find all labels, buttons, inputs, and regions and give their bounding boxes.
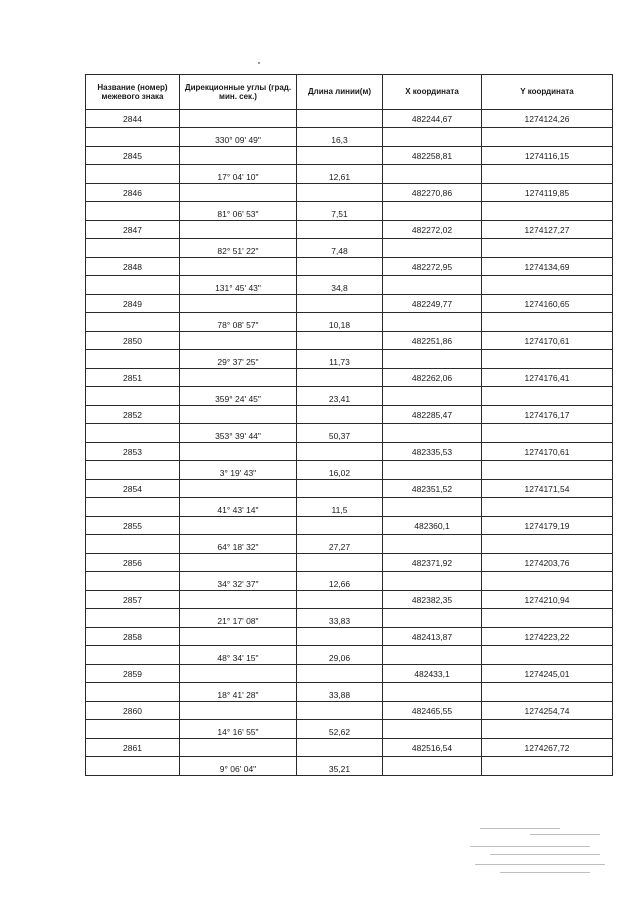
segment-row — [86, 720, 613, 739]
y-coordinate: 1274116,15 — [482, 147, 613, 165]
y-coordinate: 1274245,01 — [482, 665, 613, 683]
segment-row — [86, 646, 613, 665]
segment-row — [86, 276, 613, 295]
empty-cell — [297, 480, 383, 498]
marker-row — [86, 739, 613, 757]
scan-speck — [258, 62, 260, 64]
y-coordinate: 1274254,74 — [482, 702, 613, 720]
segment-row — [86, 683, 613, 702]
empty-cell — [297, 221, 383, 239]
empty-cell — [383, 646, 482, 665]
marker-row — [86, 406, 613, 424]
empty-cell — [86, 424, 180, 443]
empty-cell — [482, 498, 613, 517]
empty-cell — [482, 202, 613, 221]
empty-cell — [482, 461, 613, 480]
empty-cell — [297, 295, 383, 313]
line-length: 27,27 — [297, 535, 383, 554]
empty-cell — [180, 406, 297, 424]
bearing-angle: 64° 18' 32" — [180, 535, 297, 554]
empty-cell — [383, 128, 482, 147]
y-coordinate: 1274170,61 — [482, 443, 613, 461]
line-length: 7,48 — [297, 239, 383, 258]
empty-cell — [482, 165, 613, 184]
empty-cell — [86, 609, 180, 628]
empty-cell — [180, 739, 297, 757]
bearing-angle: 359° 24' 45" — [180, 387, 297, 406]
empty-cell — [297, 332, 383, 350]
empty-cell — [383, 276, 482, 295]
empty-cell — [86, 757, 180, 776]
header-line-length: Длина линии(м) — [297, 75, 383, 110]
y-coordinate: 1274203,76 — [482, 554, 613, 572]
empty-cell — [180, 369, 297, 387]
marker-row — [86, 517, 613, 535]
bearing-angle: 34° 32' 37" — [180, 572, 297, 591]
empty-cell — [297, 147, 383, 165]
y-coordinate: 1274124,26 — [482, 110, 613, 128]
marker-name: 2849 — [86, 295, 180, 313]
empty-cell — [180, 295, 297, 313]
empty-cell — [180, 628, 297, 646]
empty-cell — [180, 258, 297, 276]
bearing-angle: 18° 41' 28" — [180, 683, 297, 702]
bearing-angle: 48° 34' 15" — [180, 646, 297, 665]
empty-cell — [482, 720, 613, 739]
y-coordinate: 1274119,85 — [482, 184, 613, 202]
x-coordinate: 482351,52 — [383, 480, 482, 498]
empty-cell — [383, 683, 482, 702]
marker-name: 2845 — [86, 147, 180, 165]
empty-cell — [297, 665, 383, 683]
x-coordinate: 482360,1 — [383, 517, 482, 535]
x-coordinate: 482270,86 — [383, 184, 482, 202]
segment-row — [86, 461, 613, 480]
empty-cell — [383, 720, 482, 739]
empty-cell — [383, 609, 482, 628]
marker-name: 2853 — [86, 443, 180, 461]
segment-row — [86, 202, 613, 221]
empty-cell — [180, 147, 297, 165]
marker-name: 2858 — [86, 628, 180, 646]
x-coordinate: 482335,53 — [383, 443, 482, 461]
bearing-angle: 82° 51' 22" — [180, 239, 297, 258]
empty-cell — [297, 739, 383, 757]
empty-cell — [180, 480, 297, 498]
bearing-angle: 330° 09' 49" — [180, 128, 297, 147]
line-length: 10,18 — [297, 313, 383, 332]
line-length: 33,83 — [297, 609, 383, 628]
marker-row — [86, 258, 613, 276]
marker-row — [86, 369, 613, 387]
marker-name: 2844 — [86, 110, 180, 128]
empty-cell — [297, 110, 383, 128]
header-marker-name: Название (номер) межевого знака — [86, 75, 180, 110]
x-coordinate: 482272,95 — [383, 258, 482, 276]
empty-cell — [180, 554, 297, 572]
y-coordinate: 1274170,61 — [482, 332, 613, 350]
segment-row — [86, 165, 613, 184]
empty-cell — [297, 517, 383, 535]
y-coordinate: 1274160,65 — [482, 295, 613, 313]
x-coordinate: 482516,54 — [383, 739, 482, 757]
marker-row — [86, 184, 613, 202]
line-length: 7,51 — [297, 202, 383, 221]
marker-row — [86, 702, 613, 720]
marker-row — [86, 665, 613, 683]
empty-cell — [297, 258, 383, 276]
bearing-angle: 9° 06' 04" — [180, 757, 297, 776]
empty-cell — [180, 221, 297, 239]
x-coordinate: 482413,87 — [383, 628, 482, 646]
empty-cell — [297, 406, 383, 424]
bearing-angle: 21° 17' 08" — [180, 609, 297, 628]
y-coordinate: 1274223,22 — [482, 628, 613, 646]
empty-cell — [482, 387, 613, 406]
empty-cell — [297, 554, 383, 572]
marker-name: 2857 — [86, 591, 180, 609]
y-coordinate: 1274179,19 — [482, 517, 613, 535]
line-length: 16,02 — [297, 461, 383, 480]
empty-cell — [383, 498, 482, 517]
segment-row — [86, 350, 613, 369]
empty-cell — [482, 757, 613, 776]
line-length: 52,62 — [297, 720, 383, 739]
empty-cell — [297, 184, 383, 202]
line-length: 12,61 — [297, 165, 383, 184]
line-length: 34,8 — [297, 276, 383, 295]
x-coordinate: 482285,47 — [383, 406, 482, 424]
header-bearing: Дирекционные углы (град. мин. сек.) — [180, 75, 297, 110]
bearing-angle: 14° 16' 55" — [180, 720, 297, 739]
bearing-angle: 353° 39' 44" — [180, 424, 297, 443]
x-coordinate: 482244,67 — [383, 110, 482, 128]
marker-name: 2860 — [86, 702, 180, 720]
empty-cell — [383, 202, 482, 221]
x-coordinate: 482251,86 — [383, 332, 482, 350]
empty-cell — [482, 350, 613, 369]
line-length: 16,3 — [297, 128, 383, 147]
empty-cell — [482, 313, 613, 332]
empty-cell — [383, 239, 482, 258]
segment-row — [86, 313, 613, 332]
segment-row — [86, 424, 613, 443]
boundary-markers-table — [85, 74, 613, 776]
segment-row — [86, 535, 613, 554]
header-y-coordinate: Y координата — [482, 75, 613, 110]
line-length: 50,37 — [297, 424, 383, 443]
empty-cell — [383, 165, 482, 184]
empty-cell — [383, 313, 482, 332]
empty-cell — [86, 387, 180, 406]
empty-cell — [86, 461, 180, 480]
marker-name: 2852 — [86, 406, 180, 424]
bearing-angle: 17° 04' 10" — [180, 165, 297, 184]
empty-cell — [180, 443, 297, 461]
segment-row — [86, 387, 613, 406]
x-coordinate: 482258,81 — [383, 147, 482, 165]
empty-cell — [383, 424, 482, 443]
empty-cell — [297, 628, 383, 646]
marker-row — [86, 591, 613, 609]
empty-cell — [482, 128, 613, 147]
x-coordinate: 482272,02 — [383, 221, 482, 239]
empty-cell — [86, 276, 180, 295]
empty-cell — [180, 702, 297, 720]
bearing-angle: 78° 08' 57" — [180, 313, 297, 332]
marker-row — [86, 221, 613, 239]
marker-name: 2847 — [86, 221, 180, 239]
empty-cell — [86, 535, 180, 554]
empty-cell — [180, 332, 297, 350]
empty-cell — [180, 665, 297, 683]
empty-cell — [482, 572, 613, 591]
empty-cell — [86, 128, 180, 147]
empty-cell — [180, 184, 297, 202]
empty-cell — [297, 369, 383, 387]
empty-cell — [482, 239, 613, 258]
segment-row — [86, 498, 613, 517]
empty-cell — [482, 276, 613, 295]
marker-row — [86, 480, 613, 498]
empty-cell — [383, 387, 482, 406]
empty-cell — [383, 461, 482, 480]
empty-cell — [86, 350, 180, 369]
segment-row — [86, 609, 613, 628]
line-length: 23,41 — [297, 387, 383, 406]
marker-name: 2856 — [86, 554, 180, 572]
marker-row — [86, 628, 613, 646]
x-coordinate: 482382,35 — [383, 591, 482, 609]
empty-cell — [297, 443, 383, 461]
x-coordinate: 482249,77 — [383, 295, 482, 313]
marker-name: 2861 — [86, 739, 180, 757]
segment-row — [86, 239, 613, 258]
segment-row — [86, 128, 613, 147]
marker-name: 2848 — [86, 258, 180, 276]
empty-cell — [383, 350, 482, 369]
x-coordinate: 482262,06 — [383, 369, 482, 387]
line-length: 33,88 — [297, 683, 383, 702]
empty-cell — [482, 609, 613, 628]
marker-row — [86, 332, 613, 350]
empty-cell — [86, 165, 180, 184]
marker-row — [86, 110, 613, 128]
marker-row — [86, 443, 613, 461]
bearing-angle: 81° 06' 53" — [180, 202, 297, 221]
marker-row — [86, 147, 613, 165]
marker-name: 2846 — [86, 184, 180, 202]
y-coordinate: 1274176,41 — [482, 369, 613, 387]
y-coordinate: 1274176,17 — [482, 406, 613, 424]
marker-row — [86, 295, 613, 313]
empty-cell — [297, 702, 383, 720]
marker-name: 2855 — [86, 517, 180, 535]
empty-cell — [86, 646, 180, 665]
y-coordinate: 1274171,54 — [482, 480, 613, 498]
segment-row — [86, 572, 613, 591]
empty-cell — [86, 498, 180, 517]
empty-cell — [86, 239, 180, 258]
empty-cell — [86, 720, 180, 739]
empty-cell — [482, 646, 613, 665]
line-length: 35,21 — [297, 757, 383, 776]
empty-cell — [482, 683, 613, 702]
empty-cell — [180, 517, 297, 535]
table-body — [86, 110, 613, 776]
line-length: 29,06 — [297, 646, 383, 665]
empty-cell — [482, 424, 613, 443]
segment-row — [86, 757, 613, 776]
faint-signature-stamp — [470, 820, 620, 880]
line-length: 11,73 — [297, 350, 383, 369]
line-length: 12,66 — [297, 572, 383, 591]
marker-name: 2859 — [86, 665, 180, 683]
y-coordinate: 1274210,94 — [482, 591, 613, 609]
empty-cell — [86, 313, 180, 332]
marker-row — [86, 554, 613, 572]
empty-cell — [297, 591, 383, 609]
bearing-angle: 3° 19' 43" — [180, 461, 297, 480]
empty-cell — [383, 572, 482, 591]
empty-cell — [86, 683, 180, 702]
marker-name: 2854 — [86, 480, 180, 498]
bearing-angle: 41° 43' 14" — [180, 498, 297, 517]
y-coordinate: 1274267,72 — [482, 739, 613, 757]
empty-cell — [383, 757, 482, 776]
y-coordinate: 1274134,69 — [482, 258, 613, 276]
marker-name: 2850 — [86, 332, 180, 350]
empty-cell — [180, 591, 297, 609]
empty-cell — [86, 202, 180, 221]
header-x-coordinate: X координата — [383, 75, 482, 110]
x-coordinate: 482465,55 — [383, 702, 482, 720]
empty-cell — [86, 572, 180, 591]
bearing-angle: 29° 37' 25" — [180, 350, 297, 369]
y-coordinate: 1274127,27 — [482, 221, 613, 239]
empty-cell — [180, 110, 297, 128]
empty-cell — [383, 535, 482, 554]
x-coordinate: 482371,92 — [383, 554, 482, 572]
marker-name: 2851 — [86, 369, 180, 387]
line-length: 11,5 — [297, 498, 383, 517]
empty-cell — [482, 535, 613, 554]
table-header-row — [86, 75, 613, 110]
bearing-angle: 131° 45' 43" — [180, 276, 297, 295]
x-coordinate: 482433,1 — [383, 665, 482, 683]
